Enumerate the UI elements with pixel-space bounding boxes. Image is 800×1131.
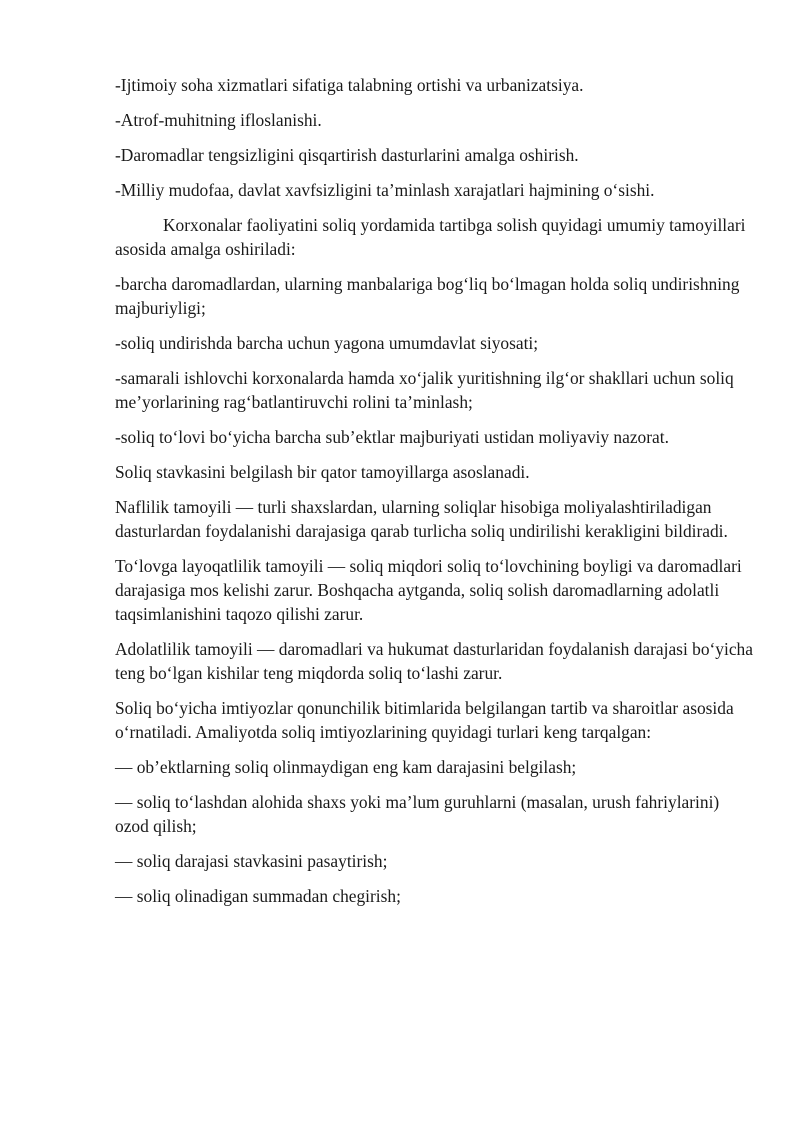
paragraph-16: — soliq to‘lashdan alohida shaxs yoki ma’lum guruhlarni (masalan, urush fahriylarini) ozod qilish;: [115, 792, 720, 836]
paragraph-10: Soliq stavkasini belgilash bir qator tamoyillarga asoslanadi.: [115, 462, 530, 482]
paragraph-7: -soliq undirishda barcha uchun yagona umumdavlat siyosati;: [115, 333, 539, 353]
paragraph-9: -soliq to‘lovi bo‘yicha barcha sub’ektlar majburiyati ustidan moliyaviy nazorat.: [115, 427, 669, 447]
paragraph-11: Naflilik tamoyili — turli shaxslardan, ularning soliqlar hisobiga moliyalashtiriladigan dasturlardan foydalanishi darajasiga qarab turlicha soliq undirilishi kerakligini bildiradi.: [115, 497, 728, 541]
paragraph-14: Soliq bo‘yicha imtiyozlar qonunchilik bitimlarida belgilangan tartib va sharoitlar asosida o‘rnatiladi. Amaliyotda soliq imtiyozlarining quyidagi turlari keng tarqalgan:: [115, 698, 734, 742]
paragraph-12: To‘lovga layoqatlilik tamoyili — soliq miqdori soliq to‘lovchining boyligi va daromadlari darajasiga mos kelishi zarur. Boshqacha aytganda, soliq solish daromadlarning adolatli taqsimlanishini taqozo qilishi zarur.: [115, 556, 742, 624]
paragraph-6: -barcha daromadlardan, ularning manbalariga bog‘liq bo‘lmagan holda soliq undirishning majburiyligi;: [115, 274, 740, 318]
paragraph-1: -Ijtimoiy soha xizmatlari sifatiga talabning ortishi va urbanizatsiya.: [115, 75, 584, 95]
paragraph-13: Adolatlilik tamoyili — daromadlari va hukumat dasturlaridan foydalanish darajasi bo‘yicha teng bo‘lgan kishilar teng miqdorda soliq to‘lashi zarur.: [115, 639, 753, 683]
paragraph-15: — ob’ektlarning soliq olinmaydigan eng kam darajasini belgilash;: [115, 757, 577, 777]
document-page: [115, 73, 755, 919]
paragraph-17: — soliq darajasi stavkasini pasaytirish;: [115, 851, 388, 871]
paragraph-4: -Milliy mudofaa, davlat xavfsizligini ta’minlash xarajatlari hajmining o‘sishi.: [115, 180, 655, 200]
paragraph-2: -Atrof-muhitning ifloslanishi.: [115, 110, 322, 130]
paragraph-18: — soliq olinadigan summadan chegirish;: [115, 886, 401, 906]
paragraph-5: Korxonalar faoliyatini soliq yordamida tartibga solish quyidagi umumiy tamoyillari asosida amalga oshiriladi:: [115, 215, 746, 259]
paragraph-3: -Daromadlar tengsizligini qisqartirish dasturlarini amalga oshirish.: [115, 145, 579, 165]
paragraph-8: -samarali ishlovchi korxonalarda hamda xo‘jalik yuritishning ilg‘or shakllari uchun soliq me’yorlarining rag‘batlantiruvchi rolini ta’minlash;: [115, 368, 734, 412]
